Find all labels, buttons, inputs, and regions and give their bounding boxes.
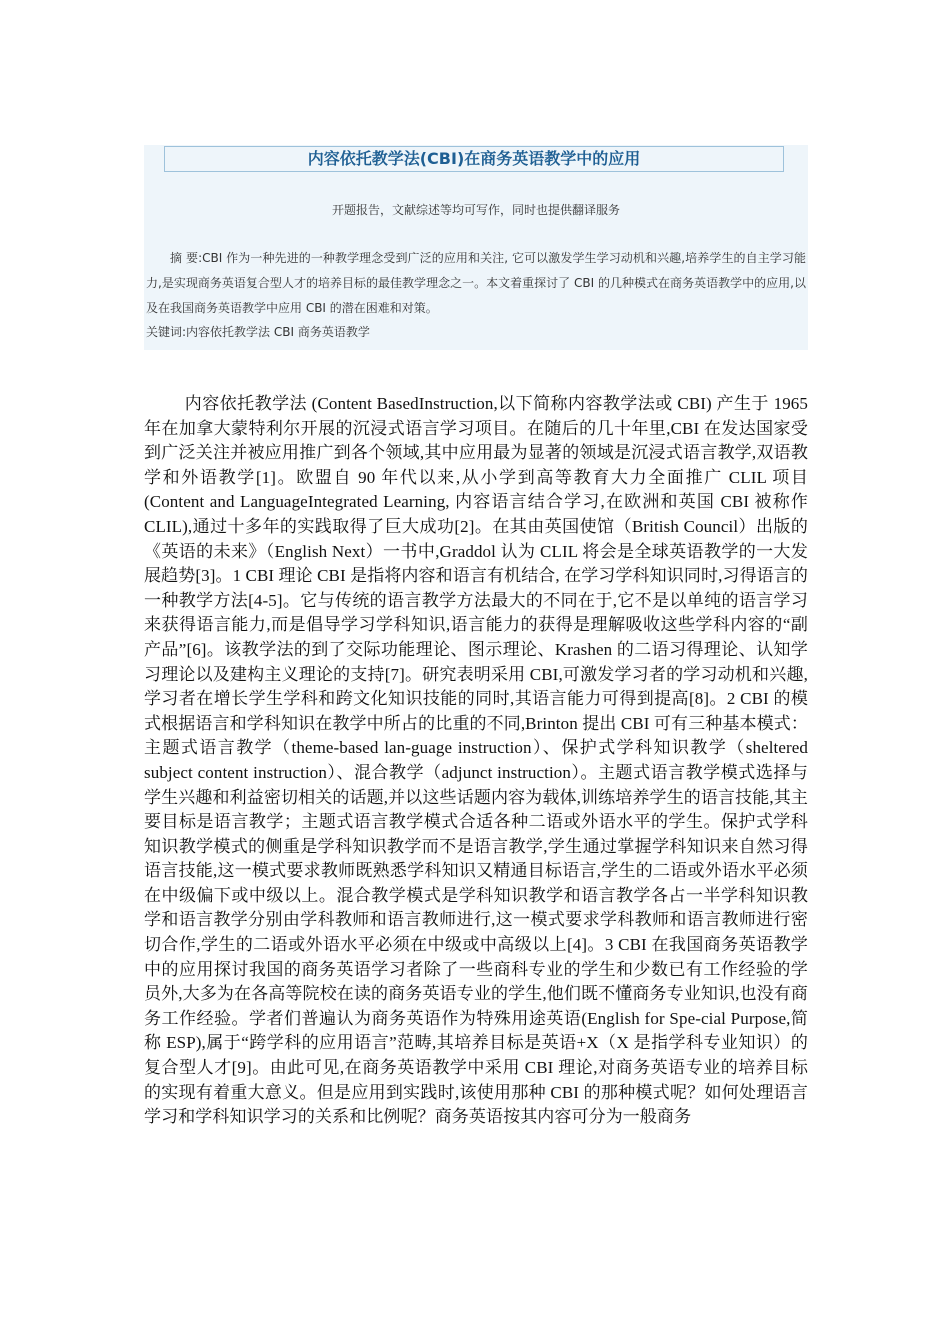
keywords-line: 关键词:内容依托教学法 CBI 商务英语教学 — [146, 325, 370, 339]
abstract-paragraph: 摘 要:CBI 作为一种先进的一种教学理念受到广泛的应用和关注, 它可以激发学生学习动机和兴趣,培养学生的自主学习能力,是实现商务英语复合型人才的培养目标的最佳教学理念之一。本文着重探讨了 CBI 的几种模式在商务英语教学中的应用,以及在我国商务英语教学中应用 CBI 的潜在困难和对策。 — [146, 251, 806, 315]
document-title: 内容依托教学法(CBI)在商务英语教学中的应用 — [164, 146, 784, 172]
service-note: 开题报告，文献综述等均可写作，同时也提供翻译服务 — [331, 203, 620, 217]
body-paragraph: 内容依托教学法 (Content BasedInstruction,以下简称内容教学法或 CBI) 产生于 1965 年在加拿大蒙特利尔开展的沉浸式语言学习项目。在随后的几十年里,CBI 在发达国家受到广泛关注并被应用推广到各个领域,其中应用最为显著的领域是沉浸式语言教学,双语教学和外语教学[1]。欧盟自 90 年代以来,从小学到高等教育大力全面推广 CLIL 项目(Content and LanguageIntegrated Learning, 内容语言结合学习,在欧洲和英国 CBI 被称作 CLIL),通过十多年的实践取得了巨大成功[2]。在其由英国使馆（British Council）出版的《英语的未来》（English Next）一书中,Graddol 认为 CLIL 将会是全球英语教学的一大发展趋势[3]。1 CBI 理论 CBI 是指将内容和语言有机结合, 在学习学科知识同时,习得语言的一种教学方法[4-5]。它与传统的语言教学方法最大的不同在于,它不是以单纯的语言学习来获得语言能力,而是倡导学习学科知识,语言能力的获得是理解吸收这些学科内容的“副产品”[6]。该教学法的到了交际功能理论、图示理论、Krashen 的二语习得理论、认知学习理论以及建构主义理论的支持[7]。研究表明采用 CBI,可激发学习者的学习动机和兴趣,学习者在增长学生学科和跨文化知识技能的同时,其语言能力可得到提高[8]。2 CBI 的模式根据语言和学科知识在教学中所占的比重的不同,Brinton 提出 CBI 可有三种基本模式：主题式语言教学（theme-based lan-guage instruction）、保护式学科知识教学（sheltered subject content instruction）、混合教学（adjunct instruction）。主题式语言教学模式选择与学生兴趣和利益密切相关的话题,并以这些话题内容为载体,训练培养学生的语言技能,其主要目标是语言教学；主题式语言教学模式合适各种二语或外语水平的学生。保护式学科知识教学模式的侧重是学科知识教学而不是语言教学,学生通过掌握学科知识来自然习得语言技能,这一模式要求教师既熟悉学科知识又精通目标语言,学生的二语或外语水平必须在中级偏下或中级以上。混合教学模式是学科知识教学和语言教学各占一半学科知识教学和语言教学分别由学科教师和语言教师进行,这一模式要求学科教师和语言教师进行密切合作,学生的二语或外语水平必须在中级或中高级以上[4]。3 CBI 在我国商务英语教学中的应用探讨我国的商务英语学习者除了一些商科专业的学生和少数已有工作经验的学员外,大多为在各高等院校在读的商务英语专业的学生,他们既不懂商务专业知识,也没有商务工作经验。学者们普遍认为商务英语作为特殊用途英语(English for Spe-cial Purpose,简称 ESP),属于“跨学科的应用语言”范畴,其培养目标是英语+X（X 是指学科专业知识）的复合型人才[9]。由此可见,在商务英语教学中采用 CBI 理论,对商务英语专业的培养目标的实现有着重大意义。但是应用到实践时,该使用那种 CBI 的那种模式呢？如何处理语言学习和学科知识学习的关系和比例呢？商务英语按其内容可分为一般商务 — [144, 394, 808, 1127]
